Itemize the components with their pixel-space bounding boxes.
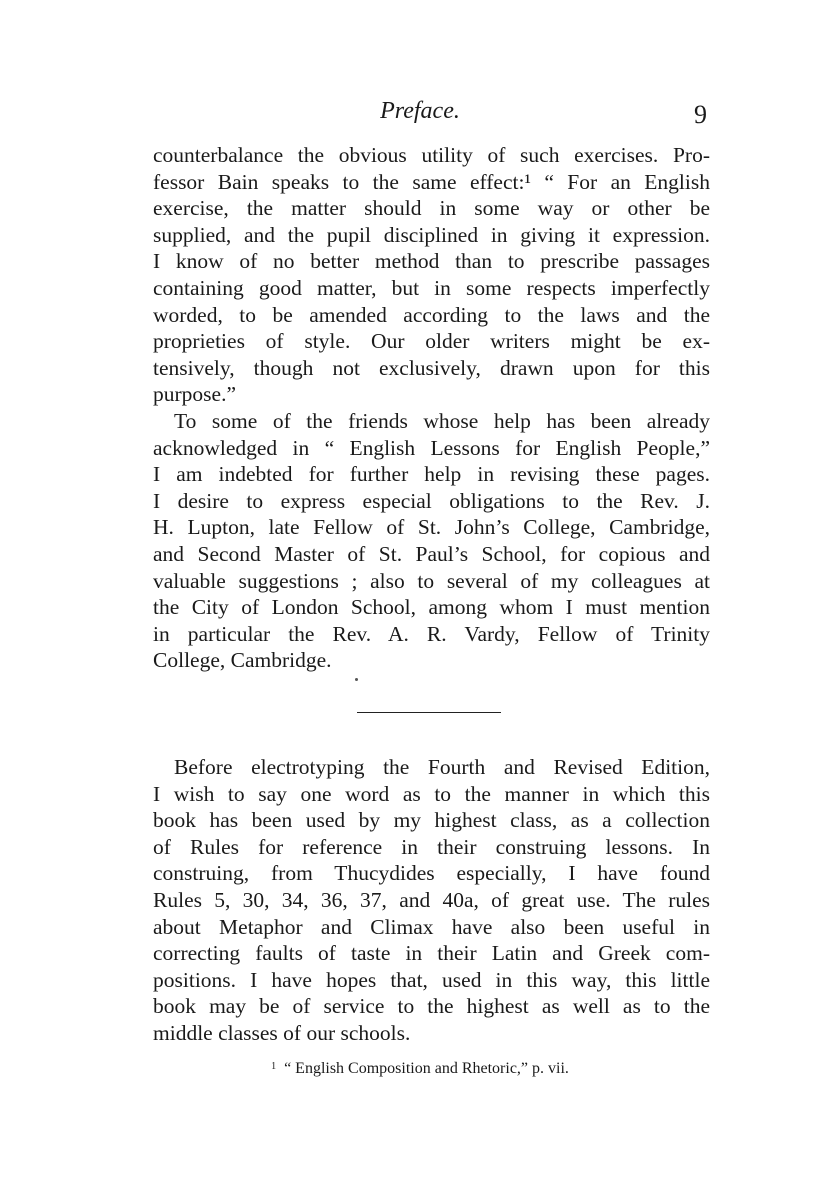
text-line: I know of no better method than to prescribe passages <box>153 249 710 274</box>
running-head <box>0 98 840 132</box>
text-line: supplied, and the pupil disciplined in giving it expression. <box>153 222 710 247</box>
text-line: in particular the Rev. A. R. Vardy, Fellow of Trinity <box>153 621 710 646</box>
paragraph-acknowledgements <box>153 408 710 674</box>
text-line: acknowledged in “ English Lessons for English People,” <box>153 435 710 460</box>
text-line: book has been used by my highest class, as a collection <box>153 808 710 833</box>
text-line: H. Lupton, late Fellow of St. John’s College, Cambridge, <box>153 515 710 540</box>
text-line: construing, from Thucydides especially, I have found <box>153 861 710 886</box>
text-line: To some of the friends whose help has been already <box>174 409 710 433</box>
text-line: the City of London School, among whom I must mention <box>153 595 710 620</box>
footnote-text: “ English Composition and Rhetoric,” p. vii. <box>284 1060 569 1077</box>
text-line: of Rules for reference in their construing lessons. In <box>153 834 710 859</box>
text-line: counterbalance the obvious utility of such exercises. Pro- <box>153 143 710 167</box>
text-line: I am indebted for further help in revising these pages. <box>153 462 710 487</box>
text-line: fessor Bain speaks to the same effect:¹ “ For an English <box>153 169 710 194</box>
text-line: and Second Master of St. Paul’s School, for copious and <box>153 541 710 566</box>
text-line: Rules 5, 30, 34, 36, 37, and 40a, of great use. The rules <box>153 887 710 912</box>
footnote-marker: 1 <box>271 1061 277 1072</box>
text-line: containing good matter, but in some respects imperfectly <box>153 275 710 300</box>
text-line: about Metaphor and Climax have also been useful in <box>153 914 710 939</box>
text-line: exercise, the matter should in some way or other be <box>153 196 710 221</box>
text-line: middle classes of our schools. <box>153 1020 411 1045</box>
text-line: College, Cambridge. <box>153 648 332 673</box>
text-line: positions. I have hopes that, used in this way, this little <box>153 967 710 992</box>
page-number: 9 <box>694 100 707 129</box>
text-line: I desire to express especial obligations to the Rev. J. <box>153 488 710 513</box>
print-speck <box>355 678 358 681</box>
text-line: correcting faults of taste in their Latin and Greek com- <box>153 941 710 966</box>
text-line: worded, to be amended according to the laws and the <box>153 302 710 327</box>
text-line: book may be of service to the highest as well as to the <box>153 994 710 1019</box>
text-line: tensively, though not exclusively, drawn upon for this <box>153 355 710 380</box>
text-line: purpose.” <box>153 382 236 407</box>
text-line: valuable suggestions ; also to several of my colleagues at <box>153 568 710 593</box>
text-line: I wish to say one word as to the manner in which this <box>153 781 710 806</box>
footnote <box>0 1060 840 1078</box>
running-title: Preface. <box>380 98 460 124</box>
text-line: Before electrotyping the Fourth and Revised Edition, <box>174 755 710 779</box>
section-divider <box>357 712 501 713</box>
paragraph-revised-edition-note <box>153 754 710 1047</box>
text-line: proprieties of style. Our older writers might be ex- <box>153 329 710 354</box>
paragraph-continuation <box>153 142 710 408</box>
